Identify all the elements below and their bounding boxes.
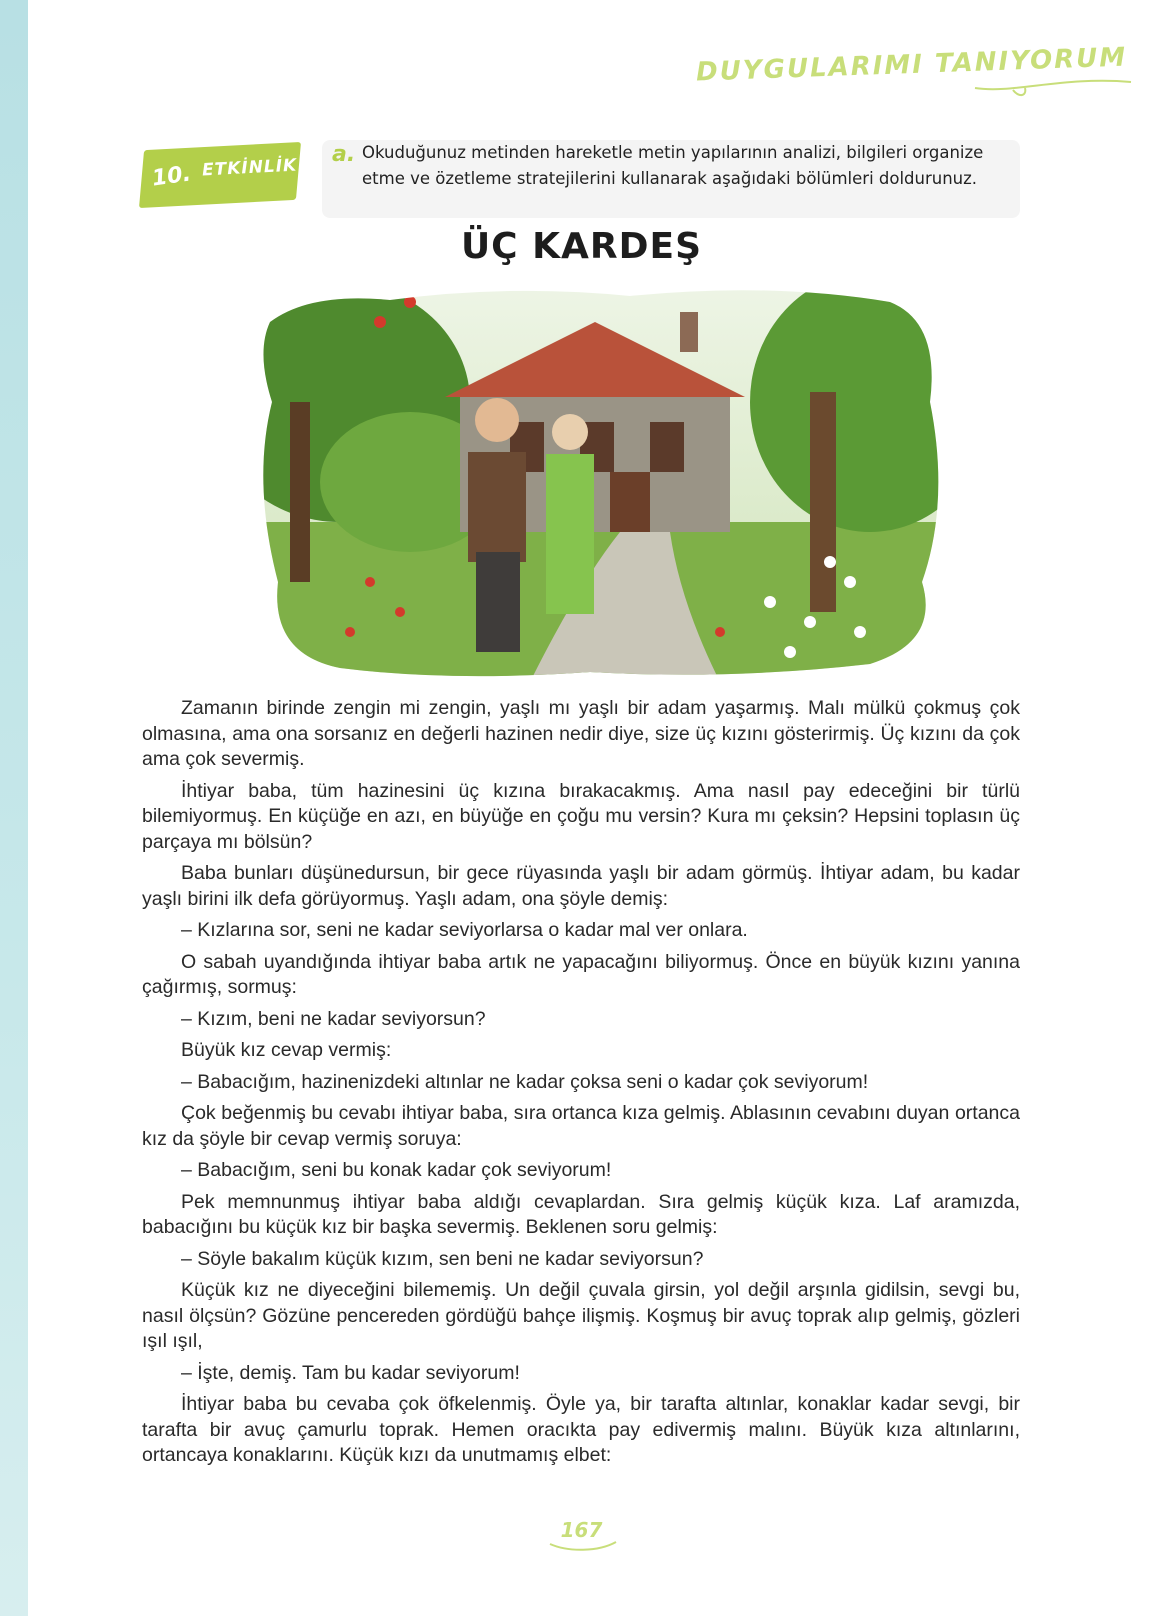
story-paragraph: İhtiyar baba bu cevaba çok öfkelenmiş. Öyle ya, bir tarafta altınlar, konaklar kadar sevgi, bir tarafta bir avuç çamurlu toprak. Hemen oracıkta pay edivermiş malını. Büyük kıza altınlarını, ortancaya konaklarını. Küçük kızı da unutmamış elbet: [142,1393,1020,1466]
story-paragraph: O sabah uyandığında ihtiyar baba artık ne yapacağını biliyormuş. Önce en büyük kızını yanına çağırmış, sormuş: [142,950,1020,998]
instruction-marker: a. [332,142,356,167]
story-paragraph: Pek memnunmuş ihtiyar baba aldığı cevaplardan. Sıra gelmiş küçük kıza. Laf aramızda, babacığını bu küçük kız bir başka severmiş. Beklenen soru gelmiş: [142,1190,1020,1238]
story-illustration [250,282,950,682]
story-dialogue: – Babacığım, hazinenizdeki altınlar ne kadar çoksa seni o kadar çok seviyorum! [181,1070,869,1093]
story-dialogue: – İşte, demiş. Tam bu kadar seviyorum! [181,1361,520,1384]
story-text [142,696,1020,1475]
story-paragraph: Baba bunları düşünedursun, bir gece rüyasında yaşlı bir adam görmüş. İhtiyar adam, bu kadar yaşlı birini ilk defa görüyormuş. Yaşlı adam, ona şöyle demiş: [142,862,1020,910]
story-paragraph: İhtiyar baba, tüm hazinesini üç kızına bırakacakmış. Ama nasıl pay edeceğini bir türlü bilemiyormuş. En küçüğe en azı, en büyüğe en çoğu mu versin? Kura mı çeksin? Hepsini toplasın üç parçaya mı bölsün? [142,779,1020,853]
story-paragraph: Büyük kız cevap vermiş: [181,1039,392,1061]
story-paragraph: Zamanın birinde zengin mi zengin, yaşlı mı yaşlı bir adam yaşarmış. Malı mülkü çokmuş çok olmasına, ama ona sorsanız en değerli hazinen nedir diye, size üç kızını gösterirmiş. Üç kızını da çok ama çok severmiş. [142,697,1020,770]
activity-label: ETKİNLİK [201,155,298,181]
story-title: ÜÇ KARDEŞ [460,226,703,267]
page-number: 167 [560,1518,603,1542]
activity-number: 10. [150,161,193,192]
story-paragraph: Çok beğenmiş bu cevabı ihtiyar baba, sıra ortanca kıza gelmiş. Ablasının cevabını duyan ortanca kız da şöyle bir cevap vermiş soruya: [142,1102,1020,1150]
story-dialogue: – Kızlarına sor, seni ne kadar seviyorlarsa o kadar mal ver onlara. [181,919,748,941]
page-number-swash [548,1536,618,1556]
story-dialogue: – Babacığım, seni bu konak kadar çok seviyorum! [181,1159,612,1181]
instruction-box [322,140,1020,218]
instruction-text: Okuduğunuz metinden hareketle metin yapılarının analizi, bilgileri organize etme ve özetleme stratejilerini kullanarak aşağıdaki bölümleri doldurunuz. [362,143,984,188]
header-swash-decoration [973,72,1133,98]
story-dialogue: – Kızım, beni ne kadar seviyorsun? [181,1007,486,1030]
unit-title: DUYGULARIMI TANIYORUM [695,42,1128,88]
activity-badge [142,142,302,206]
story-paragraph: Küçük kız ne diyeceğini bilememiş. Un değil çuvala girsin, yol değil arşınla gidilsin, sevgi bu, nasıl ölçsün? Gözüne pencereden gördüğü bahçe ilişmiş. Koşmuş bir avuç toprak alıp gelmiş, gözleri ışıl ışıl, [142,1279,1020,1352]
story-dialogue: – Söyle bakalım küçük kızım, sen beni ne kadar seviyorsun? [181,1247,704,1270]
